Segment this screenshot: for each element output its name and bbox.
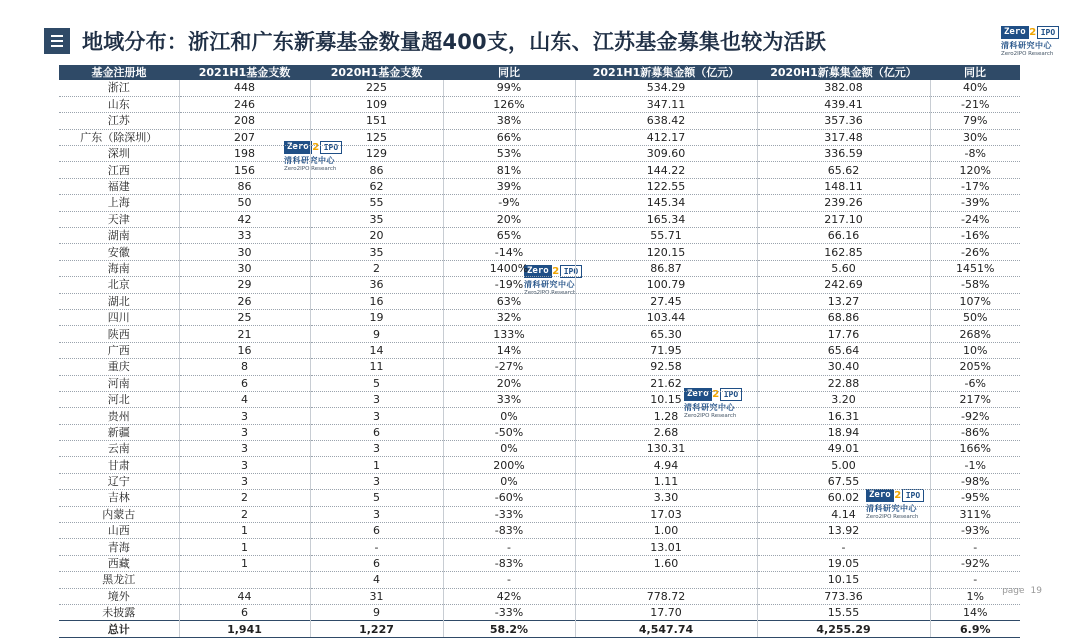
table-cell: -83%: [443, 523, 575, 539]
table-cell: 109: [310, 96, 443, 112]
table-cell: -6%: [930, 375, 1020, 391]
table-cell: 山西: [59, 523, 179, 539]
column-header: 同比: [930, 65, 1020, 80]
table-row: [59, 293, 1020, 309]
table-cell: 广东（除深圳）: [59, 129, 179, 145]
table-cell: 55: [310, 195, 443, 211]
table-cell: -60%: [443, 490, 575, 506]
table-cell: 50: [179, 195, 310, 211]
table-cell: 42%: [443, 588, 575, 604]
table-cell: 20%: [443, 375, 575, 391]
table-cell: -8%: [930, 146, 1020, 162]
table-cell: 3.30: [575, 490, 757, 506]
table-cell: -92%: [930, 408, 1020, 424]
table-row: [59, 555, 1020, 571]
table-cell: 0%: [443, 408, 575, 424]
table-cell: 甘肃: [59, 457, 179, 473]
table-cell: 17.70: [575, 605, 757, 621]
table-cell: 126%: [443, 96, 575, 112]
table-cell: 4,547.74: [575, 621, 757, 637]
table-cell: 1: [179, 523, 310, 539]
table-cell: 62: [310, 178, 443, 194]
table-cell: 58.2%: [443, 621, 575, 637]
table-cell: 156: [179, 162, 310, 178]
table-cell: 120.15: [575, 244, 757, 260]
zero2ipo-watermark: Zero 2 IPO 清科研究中心 Zero2IPO Research: [684, 388, 742, 419]
table-cell: 86.87: [575, 260, 757, 276]
table-cell: 3.20: [757, 391, 930, 407]
table-cell: 205%: [930, 359, 1020, 375]
table-cell: 100.79: [575, 277, 757, 293]
column-header: 基金注册地: [59, 65, 179, 80]
table-cell: 20: [310, 228, 443, 244]
zero2ipo-watermark: Zero 2 IPO 清科研究中心 Zero2IPO Research: [284, 141, 342, 172]
table-cell: 638.42: [575, 113, 757, 129]
column-header: 2020H1基金支数: [310, 65, 443, 80]
table-header-row: [59, 65, 1020, 80]
table-cell: 2: [310, 260, 443, 276]
table-cell: 92.58: [575, 359, 757, 375]
table-cell: 19.05: [757, 555, 930, 571]
table-cell: 14%: [443, 342, 575, 358]
table-cell: 内蒙古: [59, 506, 179, 522]
table-cell: 辽宁: [59, 473, 179, 489]
table-cell: 103.44: [575, 309, 757, 325]
table-cell: 1%: [930, 588, 1020, 604]
table-cell: 26: [179, 293, 310, 309]
table-cell: 6: [179, 605, 310, 621]
table-cell: 33%: [443, 391, 575, 407]
table-cell: 242.69: [757, 277, 930, 293]
table-cell: -58%: [930, 277, 1020, 293]
table-cell: 65.30: [575, 326, 757, 342]
table-cell: 13.92: [757, 523, 930, 539]
table-cell: 境外: [59, 588, 179, 604]
table-cell: 天津: [59, 211, 179, 227]
table-cell: -95%: [930, 490, 1020, 506]
table-cell: 27.45: [575, 293, 757, 309]
table-cell: 18.94: [757, 424, 930, 440]
table-cell: 10%: [930, 342, 1020, 358]
table-cell: 4.14: [757, 506, 930, 522]
table-cell: 25: [179, 309, 310, 325]
table-row: [59, 605, 1020, 621]
table-cell: 19: [310, 309, 443, 325]
page-title: 地域分布：浙江和广东新募基金数量超400支，山东、江苏基金募集也较为活跃: [82, 30, 827, 54]
table-cell: -9%: [443, 195, 575, 211]
table-cell: 773.36: [757, 588, 930, 604]
table-cell: -27%: [443, 359, 575, 375]
table-cell: -: [443, 572, 575, 588]
table-cell: 10.15: [575, 391, 757, 407]
zero2ipo-watermark: Zero 2 IPO 清科研究中心 Zero2IPO Research: [524, 265, 582, 296]
table-cell: 33: [179, 228, 310, 244]
table-cell: 120%: [930, 162, 1020, 178]
table-cell: 162.85: [757, 244, 930, 260]
table-cell: 125: [310, 129, 443, 145]
table-cell: 42: [179, 211, 310, 227]
table-row: [59, 260, 1020, 276]
table-cell: 6: [310, 523, 443, 539]
table-cell: 6: [179, 375, 310, 391]
table-cell: 151: [310, 113, 443, 129]
table-cell: 65%: [443, 228, 575, 244]
table-cell: 38%: [443, 113, 575, 129]
table-cell: 1,227: [310, 621, 443, 637]
table-cell: 11: [310, 359, 443, 375]
table-cell: 439.41: [757, 96, 930, 112]
table-cell: 贵州: [59, 408, 179, 424]
table-cell: 35: [310, 211, 443, 227]
table-cell: 207: [179, 129, 310, 145]
table-cell: -: [757, 539, 930, 555]
table-cell: 安徽: [59, 244, 179, 260]
table-cell: 20%: [443, 211, 575, 227]
table-cell: 5.00: [757, 457, 930, 473]
table-row: [59, 506, 1020, 522]
table-cell: -1%: [930, 457, 1020, 473]
table-cell: 5: [310, 490, 443, 506]
table-cell: 268%: [930, 326, 1020, 342]
table-row: [59, 162, 1020, 178]
table-cell: 40%: [930, 80, 1020, 96]
table-cell: 河南: [59, 375, 179, 391]
table-cell: -93%: [930, 523, 1020, 539]
table-row: [59, 375, 1020, 391]
menu-icon: [44, 28, 70, 54]
table-cell: 3: [179, 424, 310, 440]
table-cell: 3: [310, 506, 443, 522]
column-header: 2020H1新募集金额（亿元）: [757, 65, 930, 80]
table-cell: -50%: [443, 424, 575, 440]
table-cell: 32%: [443, 309, 575, 325]
table-row: [59, 96, 1020, 112]
table-row: [59, 178, 1020, 194]
table-cell: 3: [179, 473, 310, 489]
table-row: [59, 244, 1020, 260]
table-cell: 35: [310, 244, 443, 260]
table-cell: 总计: [59, 621, 179, 637]
table-cell: 广西: [59, 342, 179, 358]
table-row: [59, 277, 1020, 293]
table-cell: 深圳: [59, 146, 179, 162]
zero2ipo-logo: Zero 2 IPO 清科研究中心 Zero2IPO Research: [1001, 26, 1059, 57]
table-cell: -83%: [443, 555, 575, 571]
table-cell: 新疆: [59, 424, 179, 440]
table-row: [59, 441, 1020, 457]
table-cell: 30: [179, 244, 310, 260]
table-row: [59, 588, 1020, 604]
table-row: [59, 342, 1020, 358]
table-row: [59, 309, 1020, 325]
table-cell: 17.03: [575, 506, 757, 522]
table-cell: 1.60: [575, 555, 757, 571]
table-cell: 2.68: [575, 424, 757, 440]
table-cell: 317.48: [757, 129, 930, 145]
table-cell: -: [930, 539, 1020, 555]
page-number: page 19: [1002, 586, 1042, 596]
table-cell: 65.64: [757, 342, 930, 358]
table-cell: -33%: [443, 605, 575, 621]
table-cell: 31: [310, 588, 443, 604]
table-cell: 165.34: [575, 211, 757, 227]
table-cell: 81%: [443, 162, 575, 178]
table-cell: 16: [310, 293, 443, 309]
table-cell: 778.72: [575, 588, 757, 604]
table-cell: -: [443, 539, 575, 555]
table-cell: 3: [310, 441, 443, 457]
table-cell: -17%: [930, 178, 1020, 194]
table-cell: 16.31: [757, 408, 930, 424]
table-cell: 107%: [930, 293, 1020, 309]
table-cell: 30%: [930, 129, 1020, 145]
table-cell: 30: [179, 260, 310, 276]
table-cell: 上海: [59, 195, 179, 211]
table-cell: 西藏: [59, 555, 179, 571]
table-total-row: [59, 621, 1020, 637]
table-cell: 13.27: [757, 293, 930, 309]
table-cell: 14: [310, 342, 443, 358]
table-cell: 江苏: [59, 113, 179, 129]
table-cell: 133%: [443, 326, 575, 342]
table-cell: 3: [179, 457, 310, 473]
table-cell: 166%: [930, 441, 1020, 457]
table-cell: 30.40: [757, 359, 930, 375]
table-cell: 65.62: [757, 162, 930, 178]
table-cell: -26%: [930, 244, 1020, 260]
table-cell: 福建: [59, 178, 179, 194]
table-cell: 1.28: [575, 408, 757, 424]
table-cell: 63%: [443, 293, 575, 309]
table-cell: 4,255.29: [757, 621, 930, 637]
table-cell: 246: [179, 96, 310, 112]
table-cell: 86: [179, 178, 310, 194]
table-cell: 陕西: [59, 326, 179, 342]
table-cell: 6: [310, 424, 443, 440]
table-cell: 4.94: [575, 457, 757, 473]
table-cell: 9: [310, 605, 443, 621]
page-header: [0, 0, 1080, 58]
table-cell: 122.55: [575, 178, 757, 194]
table-row: [59, 228, 1020, 244]
table-row: [59, 195, 1020, 211]
table-row: [59, 473, 1020, 489]
table-row: [59, 523, 1020, 539]
table-cell: 山东: [59, 96, 179, 112]
table-cell: -19%: [443, 277, 575, 293]
table-cell: 86: [310, 162, 443, 178]
table-cell: 4: [310, 572, 443, 588]
table-cell: 144.22: [575, 162, 757, 178]
table-cell: 8: [179, 359, 310, 375]
table-cell: -: [310, 539, 443, 555]
table-row: [59, 572, 1020, 588]
table-cell: 311%: [930, 506, 1020, 522]
table-cell: 重庆: [59, 359, 179, 375]
table-cell: 200%: [443, 457, 575, 473]
table-cell: 239.26: [757, 195, 930, 211]
table-cell: 217.10: [757, 211, 930, 227]
table-cell: 67.55: [757, 473, 930, 489]
table-cell: 53%: [443, 146, 575, 162]
table-cell: -39%: [930, 195, 1020, 211]
table-cell: 湖南: [59, 228, 179, 244]
table-cell: 448: [179, 80, 310, 96]
table-cell: 3: [179, 408, 310, 424]
table-cell: 21.62: [575, 375, 757, 391]
table-cell: 四川: [59, 309, 179, 325]
table-cell: 未披露: [59, 605, 179, 621]
table-cell: 浙江: [59, 80, 179, 96]
table-cell: 208: [179, 113, 310, 129]
table-cell: 66.16: [757, 228, 930, 244]
table-cell: 6: [310, 555, 443, 571]
table-cell: 3: [310, 408, 443, 424]
table-cell: -: [930, 572, 1020, 588]
table-cell: -14%: [443, 244, 575, 260]
table-row: [59, 146, 1020, 162]
table-cell: 148.11: [757, 178, 930, 194]
table-cell: 50%: [930, 309, 1020, 325]
table-row: [59, 113, 1020, 129]
table-cell: 2: [179, 490, 310, 506]
table-cell: 1,941: [179, 621, 310, 637]
table-cell: 534.29: [575, 80, 757, 96]
table-cell: 14%: [930, 605, 1020, 621]
table-cell: 1.11: [575, 473, 757, 489]
table-row: [59, 424, 1020, 440]
table-cell: 青海: [59, 539, 179, 555]
column-header: 2021H1基金支数: [179, 65, 310, 80]
table-cell: -24%: [930, 211, 1020, 227]
table-cell: 6.9%: [930, 621, 1020, 637]
table-cell: 49.01: [757, 441, 930, 457]
table-row: [59, 457, 1020, 473]
table-cell: -16%: [930, 228, 1020, 244]
table-cell: 9: [310, 326, 443, 342]
table-cell: 99%: [443, 80, 575, 96]
table-row: [59, 359, 1020, 375]
table-cell: 17.76: [757, 326, 930, 342]
table-cell: 吉林: [59, 490, 179, 506]
table-cell: 湖北: [59, 293, 179, 309]
table-body: [59, 80, 1020, 621]
table-row: [59, 80, 1020, 96]
table-cell: -33%: [443, 506, 575, 522]
table-cell: 225: [310, 80, 443, 96]
table-cell: 309.60: [575, 146, 757, 162]
table-cell: 海南: [59, 260, 179, 276]
table-cell: 1.00: [575, 523, 757, 539]
table-row: [59, 326, 1020, 342]
column-header: 2021H1新募集金额（亿元）: [575, 65, 757, 80]
table-cell: 3: [179, 441, 310, 457]
table-cell: 2: [179, 506, 310, 522]
table-cell: 5.60: [757, 260, 930, 276]
table-cell: 3: [310, 473, 443, 489]
table-cell: 云南: [59, 441, 179, 457]
zero2ipo-watermark: Zero 2 IPO 清科研究中心 Zero2IPO Research: [866, 489, 924, 520]
table-cell: 1: [310, 457, 443, 473]
table-cell: 1: [179, 555, 310, 571]
table-cell: 5: [310, 375, 443, 391]
table-row: [59, 129, 1020, 145]
table-cell: 130.31: [575, 441, 757, 457]
table-cell: -21%: [930, 96, 1020, 112]
table-cell: 3: [310, 391, 443, 407]
table-cell: 0%: [443, 441, 575, 457]
table-cell: 1400%: [443, 260, 575, 276]
table-cell: 13.01: [575, 539, 757, 555]
table-cell: 217%: [930, 391, 1020, 407]
table-row: [59, 391, 1020, 407]
table-cell: 347.11: [575, 96, 757, 112]
table-cell: 145.34: [575, 195, 757, 211]
table-cell: 39%: [443, 178, 575, 194]
table-cell: 1: [179, 539, 310, 555]
table-cell: 60.02: [757, 490, 930, 506]
table-cell: 44: [179, 588, 310, 604]
table-cell: [575, 572, 757, 588]
table-row: [59, 539, 1020, 555]
table-cell: 336.59: [757, 146, 930, 162]
table-cell: 198: [179, 146, 310, 162]
table-cell: -86%: [930, 424, 1020, 440]
table-cell: 66%: [443, 129, 575, 145]
table-cell: 68.86: [757, 309, 930, 325]
table-cell: 1451%: [930, 260, 1020, 276]
table-cell: 16: [179, 342, 310, 358]
table-cell: 21: [179, 326, 310, 342]
table-cell: 357.36: [757, 113, 930, 129]
table-row: [59, 490, 1020, 506]
table-cell: 29: [179, 277, 310, 293]
fund-region-table: [59, 65, 1020, 638]
column-header: 同比: [443, 65, 575, 80]
table-cell: 382.08: [757, 80, 930, 96]
table-cell: 71.95: [575, 342, 757, 358]
table-cell: 北京: [59, 277, 179, 293]
table-cell: 36: [310, 277, 443, 293]
table-cell: 4: [179, 391, 310, 407]
table-cell: 129: [310, 146, 443, 162]
table-cell: 22.88: [757, 375, 930, 391]
table-cell: -92%: [930, 555, 1020, 571]
table-cell: 15.55: [757, 605, 930, 621]
table-row: [59, 211, 1020, 227]
table-cell: -98%: [930, 473, 1020, 489]
table-cell: 79%: [930, 113, 1020, 129]
table-cell: 55.71: [575, 228, 757, 244]
table-cell: 0%: [443, 473, 575, 489]
table-cell: 10.15: [757, 572, 930, 588]
table-row: [59, 408, 1020, 424]
table-cell: 412.17: [575, 129, 757, 145]
table-cell: 江西: [59, 162, 179, 178]
table-cell: 黑龙江: [59, 572, 179, 588]
table-cell: 河北: [59, 391, 179, 407]
table-cell: [179, 572, 310, 588]
